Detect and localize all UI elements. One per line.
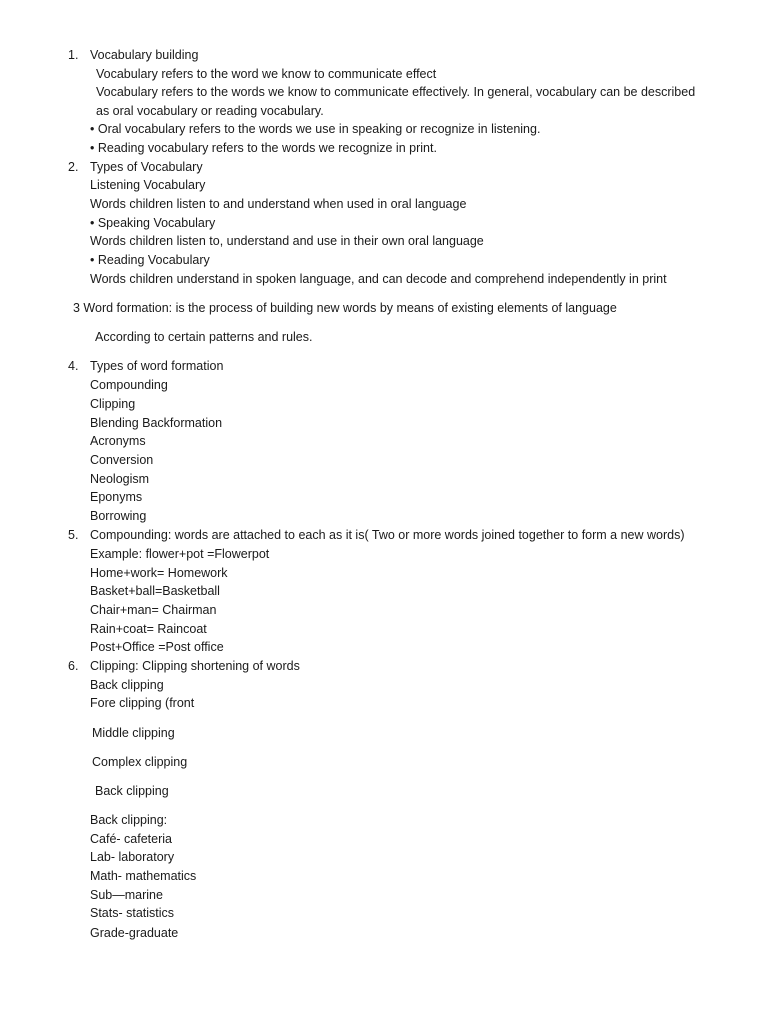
list-item: Complex clipping <box>92 755 188 769</box>
bullet-line: • Reading Vocabulary <box>90 253 210 267</box>
example-line: Basket+ball=Basketball <box>90 584 220 598</box>
heading-clipping: Clipping: Clipping shortening of words <box>90 659 300 673</box>
list-item: Conversion <box>90 453 154 467</box>
text-line: Words children listen to and understand when used in oral language <box>90 197 467 211</box>
example-line: Rain+coat= Raincoat <box>90 622 207 636</box>
item-number: 2. <box>68 160 79 174</box>
list-item: Blending Backformation <box>90 416 223 430</box>
example-line: Sub—marine <box>90 888 163 902</box>
list-item: Neologism <box>90 472 150 486</box>
example-line: Post+Office =Post office <box>90 640 224 654</box>
list-item: Middle clipping <box>92 726 175 740</box>
text-line: Words children understand in spoken language, and can decode and comprehend independently in print <box>90 272 667 286</box>
heading-compounding: Compounding: words are attached to each as it is( Two or more words joined together to form a new words) <box>90 528 685 542</box>
heading-types-of-vocabulary: Types of Vocabulary <box>90 160 203 174</box>
example-line: Lab- laboratory <box>90 850 175 864</box>
bullet-line: • Speaking Vocabulary <box>90 216 216 230</box>
example-line: Chair+man= Chairman <box>90 603 217 617</box>
item-number: 5. <box>68 528 79 542</box>
example-line: Math- mathematics <box>90 869 197 883</box>
list-item: Borrowing <box>90 509 147 523</box>
heading-types-of-word-formation: Types of word formation <box>90 359 224 373</box>
example-line: Café- cafeteria <box>90 832 172 846</box>
example-line: Home+work= Homework <box>90 566 228 580</box>
list-item: Fore clipping (front <box>90 696 195 710</box>
text-line: Listening Vocabulary <box>90 178 206 192</box>
list-item: Back clipping <box>90 678 164 692</box>
list-item: Compounding <box>90 378 168 392</box>
example-line: Example: flower+pot =Flowerpot <box>90 547 270 561</box>
list-item: Eponyms <box>90 490 143 504</box>
item-number: 1. <box>68 48 79 62</box>
heading-vocabulary-building: Vocabulary building <box>90 48 199 62</box>
list-item: Clipping <box>90 397 136 411</box>
subheading-back-clipping: Back clipping: <box>90 813 168 827</box>
list-item: Back clipping <box>95 784 169 798</box>
text-line: Words children listen to, understand and use in their own oral language <box>90 234 484 248</box>
text-line: Vocabulary refers to the words we know to communicate effectively. In general, vocabulary can be described <box>96 85 696 99</box>
text-line: as oral vocabulary or reading vocabulary. <box>96 104 324 118</box>
text-line: According to certain patterns and rules. <box>95 330 313 344</box>
item-number: 4. <box>68 359 79 373</box>
bullet-line: • Reading vocabulary refers to the words we recognize in print. <box>90 141 437 155</box>
text-line: Vocabulary refers to the word we know to communicate effect <box>96 67 437 81</box>
example-line: Grade-graduate <box>90 926 179 940</box>
heading-word-formation: 3 Word formation: is the process of building new words by means of existing elements of language <box>73 301 617 315</box>
example-line: Stats- statistics <box>90 906 175 920</box>
list-item: Acronyms <box>90 434 146 448</box>
item-number: 6. <box>68 659 79 673</box>
bullet-line: • Oral vocabulary refers to the words we use in speaking or recognize in listening. <box>90 122 541 136</box>
